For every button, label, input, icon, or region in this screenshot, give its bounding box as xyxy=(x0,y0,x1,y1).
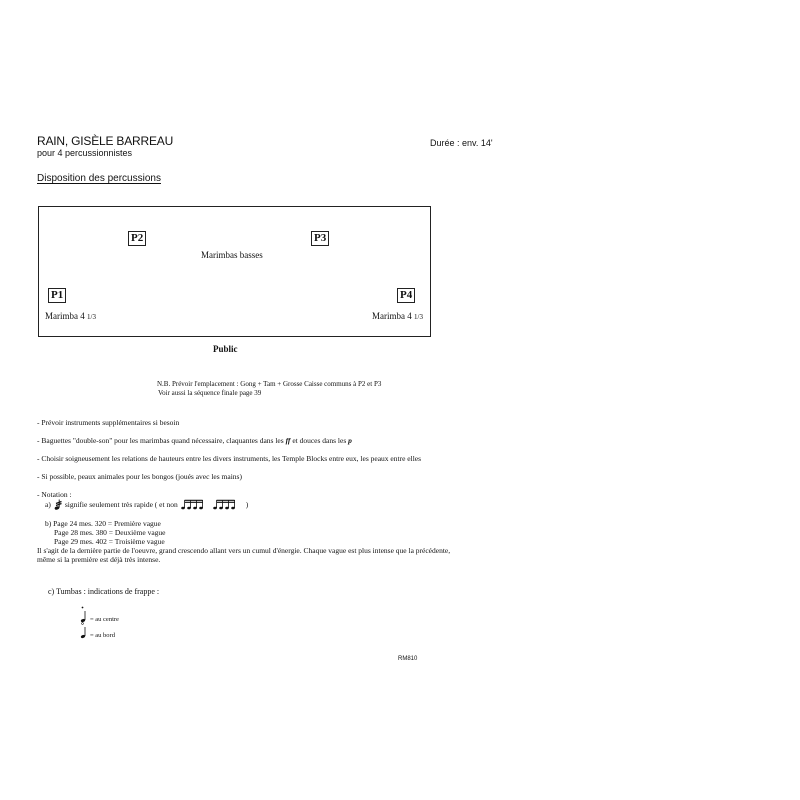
edge-stroke-note-icon xyxy=(80,622,88,639)
marimba-right-text: Marimba 4 xyxy=(372,311,412,321)
sixteenth-notes-icon xyxy=(181,499,243,510)
notation-a-text: signifie seulement très rapide ( et non xyxy=(64,500,178,509)
marimba-left-label xyxy=(45,311,96,321)
note-bongos: - Si possible, peaux animales pour les bongos (joués avec les mains) xyxy=(37,472,242,481)
note-baguettes xyxy=(37,436,352,445)
public-label: Public xyxy=(213,344,238,354)
tremolo-note-icon xyxy=(54,499,62,510)
nb-note xyxy=(157,380,381,398)
tumbas-heading: c) Tumbas : indications de frappe : xyxy=(48,587,160,596)
center-stroke-note-icon xyxy=(80,606,88,623)
marimba-right-fraction: 1/3 xyxy=(414,313,423,321)
note-hauteurs: - Choisir soigneusement les relations de hauteurs entre les divers instruments, les Temple Blocks entre eux, les peaux entre elles xyxy=(37,454,422,463)
player-p3-box: P3 xyxy=(311,231,329,246)
stroke-edge-row xyxy=(80,622,115,639)
section-heading: Disposition des percussions xyxy=(37,173,161,184)
piece-title: RAIN, GISÈLE BARREAU xyxy=(37,134,174,148)
player-p1-box: P1 xyxy=(48,288,66,303)
marimba-left-fraction: 1/3 xyxy=(87,313,96,321)
piece-subtitle: pour 4 percussionnistes xyxy=(37,148,133,158)
note-baguettes-text: - Baguettes "double-son" pour les marimbas quand nécessaire, claquantes dans les xyxy=(37,436,284,445)
dynamic-ff: ff xyxy=(285,436,291,445)
stage-layout-diagram xyxy=(38,206,431,337)
reference-code: RM810 xyxy=(398,656,418,662)
note-instruments: - Prévoir instruments supplémentaires si besoin xyxy=(37,418,180,427)
marimba-right-label xyxy=(372,311,423,321)
note-baguettes-suffix: et douces dans les xyxy=(292,436,347,445)
stroke-center-row xyxy=(80,606,119,623)
edge-stroke-label: = au bord xyxy=(90,632,115,639)
dynamic-p: p xyxy=(348,436,352,445)
marimba-left-text: Marimba 4 xyxy=(45,311,85,321)
duration-label: Durée : env. 14' xyxy=(430,138,493,148)
notation-a xyxy=(45,499,248,510)
note-notation-heading: - Notation : xyxy=(37,490,72,499)
notation-b-line-3: Page 29 mes. 402 = Troisième vague xyxy=(54,537,165,546)
notation-b-line-1: b) Page 24 mes. 320 = Première vague xyxy=(45,519,161,528)
explanation-line-1: Il s'agit de la dernière partie de l'oeuvre, grand crescendo allant vers un cumul d'énergie. Chaque vague est plus intense que la précédente, xyxy=(37,546,451,555)
player-p4-box: P4 xyxy=(397,288,415,303)
nb-line-2: Voir aussi la séquence finale page 39 xyxy=(158,389,262,397)
notation-a-close: ) xyxy=(245,500,249,509)
notation-a-prefix: a) xyxy=(45,500,51,509)
nb-line-1: N.B. Prévoir l'emplacement : Gong + Tam + Grosse Caisse communs à P2 et P3 xyxy=(157,380,382,388)
player-p2-box: P2 xyxy=(128,231,146,246)
explanation-line-2: même si la première est déjà très intense. xyxy=(37,555,161,564)
notation-b-line-2: Page 28 mes. 380 = Deuxième vague xyxy=(54,528,166,537)
marimbas-basses-label: Marimbas basses xyxy=(201,250,263,260)
center-stroke-label: = au centre xyxy=(90,616,119,623)
